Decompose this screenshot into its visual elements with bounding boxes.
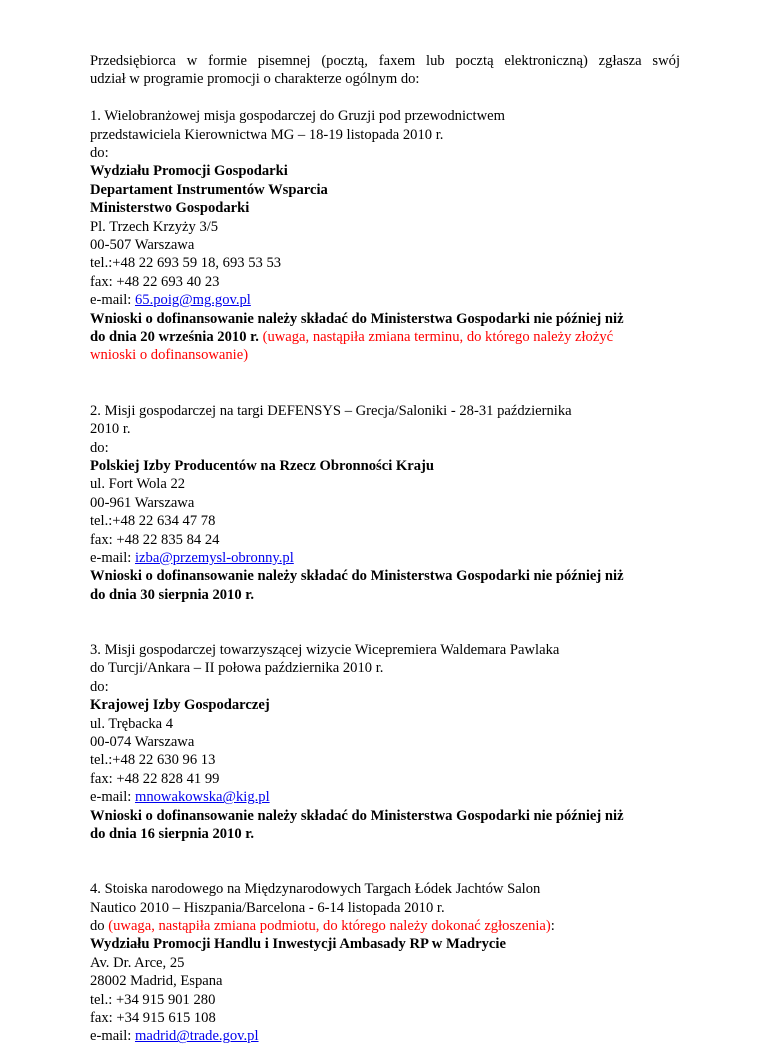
section-1-email-link[interactable]: 65.poig@mg.gov.pl [134,292,251,309]
section-4-address-street: Av. Dr. Arce, 25 [90,954,185,971]
section-3-email-link[interactable]: mnowakowska@kig.pl [134,789,270,806]
section-4-phone: tel.: +34 915 901 280 [90,991,216,1008]
intro-line-2: udział w programie promocji o charakterze ogólnym do: [90,71,420,88]
section-3-address-city: 00-074 Warszawa [90,733,195,750]
section-4-do-note: (uwaga, nastąpiła zmiana podmiotu, do którego należy dokonać zgłoszenia) [108,918,551,935]
section-4-title-line-1: 4. Stoiska narodowego na Międzynarodowych Targach Łódek Jachtów Salon [90,881,541,898]
section-4-do: do [90,918,109,935]
section-4-email-label: e-mail: [90,1028,135,1045]
section-2-deadline-line-2: do dnia 30 sierpnia 2010 r. [90,586,255,603]
section-3-title-line-1: 3. Misji gospodarczej towarzyszącej wizycie Wicepremiera Waldemara Pawlaka [90,641,560,658]
section-1-title-line-1: 1. Wielobranżowej misja gospodarczej do Gruzji pod przewodnictwem [90,108,505,125]
section-2-email-label: e-mail: [90,549,135,566]
section-2-title-line-2: 2010 r. [90,421,131,438]
section-2-phone: tel.:+48 22 634 47 78 [90,513,216,530]
section-4-title-line-2: Nautico 2010 – Hiszpania/Barcelona - 6-14 listopada 2010 r. [90,899,445,916]
spacer [90,604,680,641]
section-1-org-line-1: Wydziału Promocji Gospodarki [90,163,288,180]
section-1-do: do: [90,145,109,162]
section-4-do-colon: : [550,918,555,935]
section-4 [90,880,680,1046]
section-3-title-line-2: do Turcji/Ankara – II połowa października 2010 r. [90,660,384,677]
section-2-email-link[interactable]: izba@przemysl-obronny.pl [134,549,294,566]
section-3-org-line-1: Krajowej Izby Gospodarczej [90,697,270,714]
section-1-deadline-note: (uwaga, nastąpiła zmiana terminu, do którego należy złożyć [258,329,614,346]
section-2-address-street: ul. Fort Wola 22 [90,476,186,493]
section-1-fax: fax: +48 22 693 40 23 [90,273,220,290]
section-3-do: do: [90,678,109,695]
section-4-email-link[interactable]: madrid@trade.gov.pl [134,1028,259,1045]
intro-paragraph [90,52,680,89]
section-2-do: do: [90,439,109,456]
section-1-deadline-line-2 [90,328,680,346]
section-3-phone: tel.:+48 22 630 96 13 [90,752,216,769]
section-1-deadline-date: do dnia 20 września 2010 r. [90,329,259,346]
section-4-org-line-1: Wydziału Promocji Handlu i Inwestycji Ambasady RP w Madrycie [90,936,506,953]
section-1-address-city: 00-507 Warszawa [90,237,195,254]
section-4-address-city: 28002 Madrid, Espana [90,973,223,990]
section-3-email-row [90,788,680,806]
section-3 [90,641,680,843]
section-4-do-row [90,917,680,935]
section-1-org-line-3: Ministerstwo Gospodarki [90,200,250,217]
section-1-email-row [90,291,680,309]
section-1-deadline-line-1: Wnioski o dofinansowanie należy składać do Ministerstwa Gospodarki nie później niż [90,310,624,327]
section-1-org-line-2: Departament Instrumentów Wsparcia [90,181,328,198]
section-2-email-row [90,549,680,567]
section-1-title-line-2: przedstawiciela Kierownictwa MG – 18-19 listopada 2010 r. [90,126,444,143]
section-4-email-row [90,1027,680,1045]
section-3-deadline-line-1: Wnioski o dofinansowanie należy składać do Ministerstwa Gospodarki nie później niż [90,807,624,824]
section-2-deadline-line-1: Wnioski o dofinansowanie należy składać do Ministerstwa Gospodarki nie później niż [90,568,624,585]
section-3-deadline-line-2: do dnia 16 sierpnia 2010 r. [90,826,255,843]
document-page [90,52,680,1046]
section-2-address-city: 00-961 Warszawa [90,494,195,511]
section-3-address-street: ul. Trębacka 4 [90,715,174,732]
section-1-email-label: e-mail: [90,292,135,309]
spacer [90,365,680,402]
spacer [90,843,680,880]
section-2-title-line-1: 2. Misji gospodarczej na targi DEFENSYS – Grecja/Saloniki - 28-31 października [90,402,572,419]
section-1-deadline-note-line-2: wnioski o dofinansowanie) [90,347,249,364]
section-4-fax: fax: +34 915 615 108 [90,1010,216,1027]
intro-line-1: Przedsiębiorca w formie pisemnej (pocztą, faxem lub pocztą elektroniczną) zgłasza swój [90,53,680,69]
section-2-org-line-1: Polskiej Izby Producentów na Rzecz Obronności Kraju [90,457,435,474]
section-3-email-label: e-mail: [90,789,135,806]
section-1-phone: tel.:+48 22 693 59 18, 693 53 53 [90,255,282,272]
section-2-fax: fax: +48 22 835 84 24 [90,531,220,548]
section-1 [90,107,680,365]
section-1-address-street: Pl. Trzech Krzyży 3/5 [90,218,219,235]
section-2 [90,402,680,604]
section-3-fax: fax: +48 22 828 41 99 [90,770,220,787]
